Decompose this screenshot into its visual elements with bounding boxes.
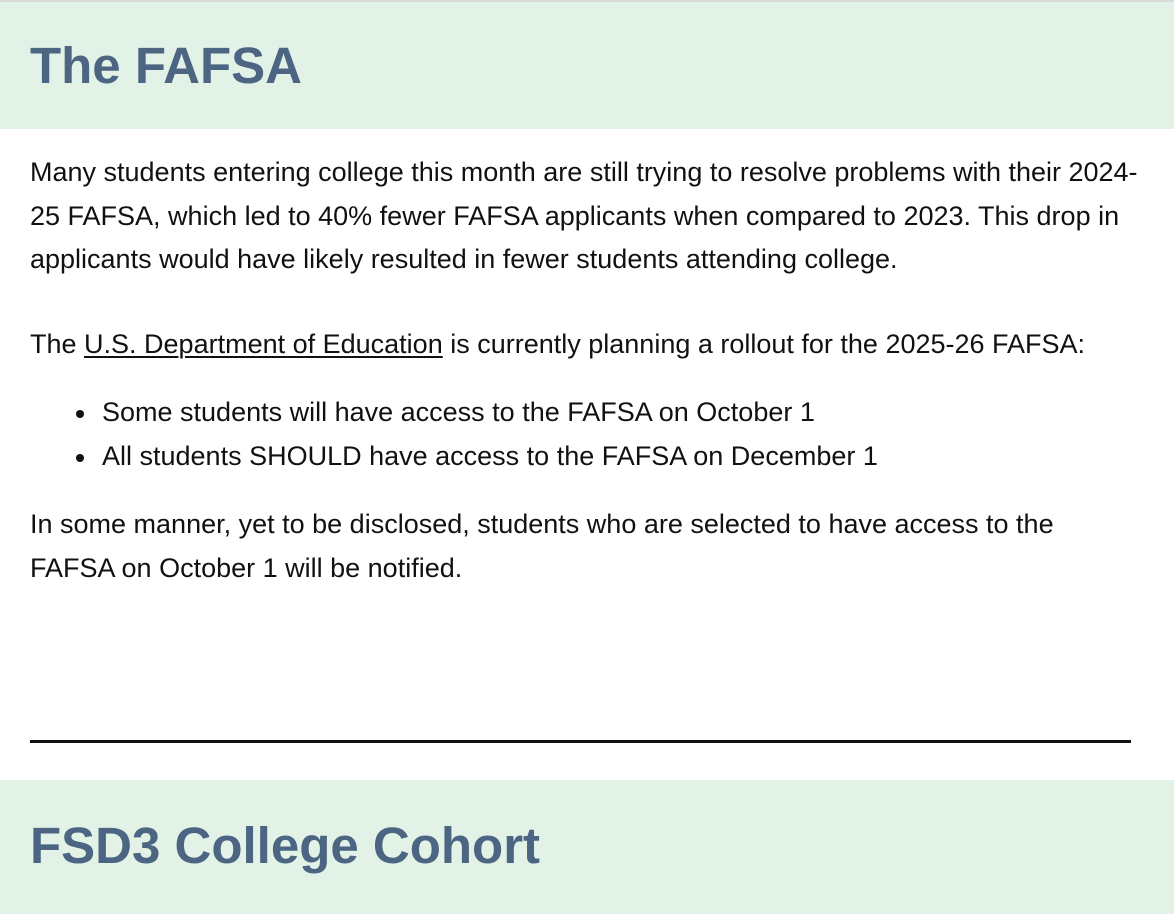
cohort-section-title: FSD3 College Cohort (30, 817, 541, 874)
fafsa-paragraph-1: Many students entering college this month are still trying to resolve problems with their 2024-25 FAFSA, which led to 40% fewer FAFSA applicants when compared to 2023. This drop in applicants would have likely resulted in fewer students attending college. (30, 157, 1138, 274)
fafsa-section-body (30, 151, 1140, 590)
us-department-of-education-link[interactable]: U.S. Department of Education (84, 328, 443, 359)
fafsa-section-header (0, 2, 1174, 129)
cohort-section-header (0, 780, 1174, 914)
list-item (102, 391, 1140, 435)
fafsa-section-title: The FAFSA (30, 37, 303, 94)
bullet-dot-icon (76, 410, 84, 418)
bullet-text: Some students will have access to the FAFSA on October 1 (102, 397, 815, 427)
rollout-bullet-list (30, 391, 1140, 478)
bullet-dot-icon (76, 454, 84, 462)
bullet-text: All students SHOULD have access to the FAFSA on December 1 (102, 440, 878, 471)
fafsa-paragraph-2 (30, 323, 1140, 367)
list-item (102, 435, 1140, 479)
fafsa-paragraph-3: In some manner, yet to be disclosed, students who are selected to have access to the FAFSA on October 1 will be notified. (30, 509, 1054, 583)
section-divider (30, 740, 1131, 743)
paragraph-2-lead-text: The (30, 328, 85, 359)
paragraph-2-trailing-text: is currently planning a rollout for the 2025-26 FAFSA: (442, 328, 1086, 359)
